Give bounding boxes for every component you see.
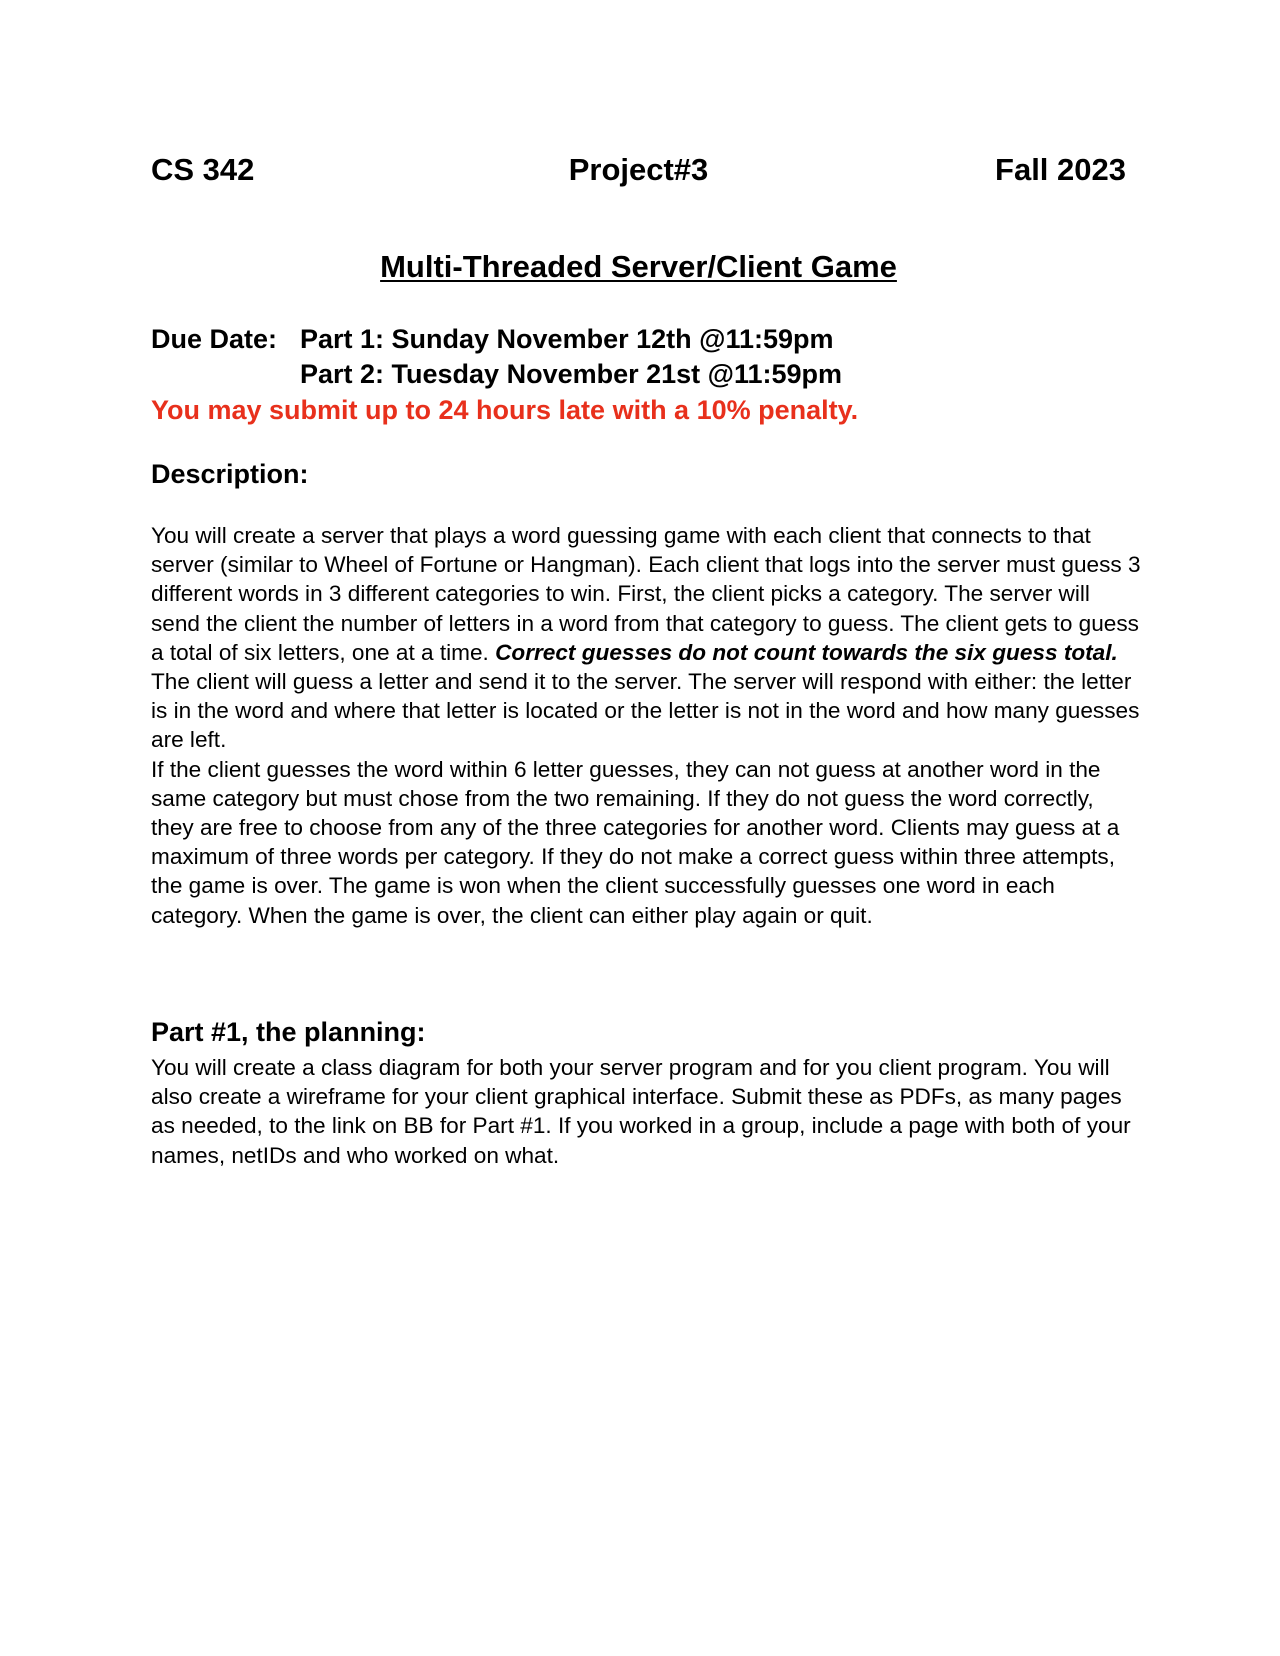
due-part2: Part 2: Tuesday November 21st @11:59pm [300,359,843,389]
description-paragraph-3: If the client guesses the word within 6 letter guesses, they can not guess at another word in the same category but must chose from the two remaining. If they do not guess the word correctly, they are free to choose from any of the three categories for another word. Clients may guess at a maximum of three words per category. If they do not make a correct guess within three attempts, the game is over. The game is won when the client successfully guesses one word in each category. When the game is over, the client can either play again or quit. [151,756,1120,928]
document-title: Multi-Threaded Server/Client Game [380,249,897,284]
description-paragraph-1 [151,521,1141,667]
due-date-label: Due Date: [151,324,278,354]
page-header [151,150,1126,194]
course-code: CS 342 [151,152,255,187]
part1-body [151,1053,1141,1170]
due-part1: Part 1: Sunday November 12th @11:59pm [300,324,834,354]
project-number: Project#3 [568,152,709,187]
part1-heading: Part #1, the planning: [151,1017,426,1047]
description-body [151,521,1141,930]
part1-paragraph: You will create a class diagram for both your server program and for you client program. You will also create a wireframe for your client graphical interface. Submit these as PDFs, as many pages as needed, to the link on BB for Part #1. If you worked in a group, include a page with both of your names, netIDs and who worked on what. [151,1055,1131,1168]
description-heading: Description: [151,459,309,489]
description-p1-emphasis: Correct guesses do not count towards the six guess total. [495,639,1118,665]
term: Fall 2023 [995,152,1126,187]
description-p1-text: You will create a server that plays a word guessing game with each client that connects to that server (similar to Wheel of Fortune or Hangman). Each client that logs into the server must guess 3 different words in 3 different categories to win. First, the client picks a category. The server will send the client the number of letters in a word from that category to guess. The client gets to guess a total of six letters, one at a time. [151,523,1141,665]
late-policy: You may submit up to 24 hours late with a 10% penalty. [151,395,859,425]
description-paragraph-2: The client will guess a letter and send it to the server. The server will respond with either: the letter is in the word and where that letter is located or the letter is not in the word and how many guesses are left. [151,669,1140,753]
